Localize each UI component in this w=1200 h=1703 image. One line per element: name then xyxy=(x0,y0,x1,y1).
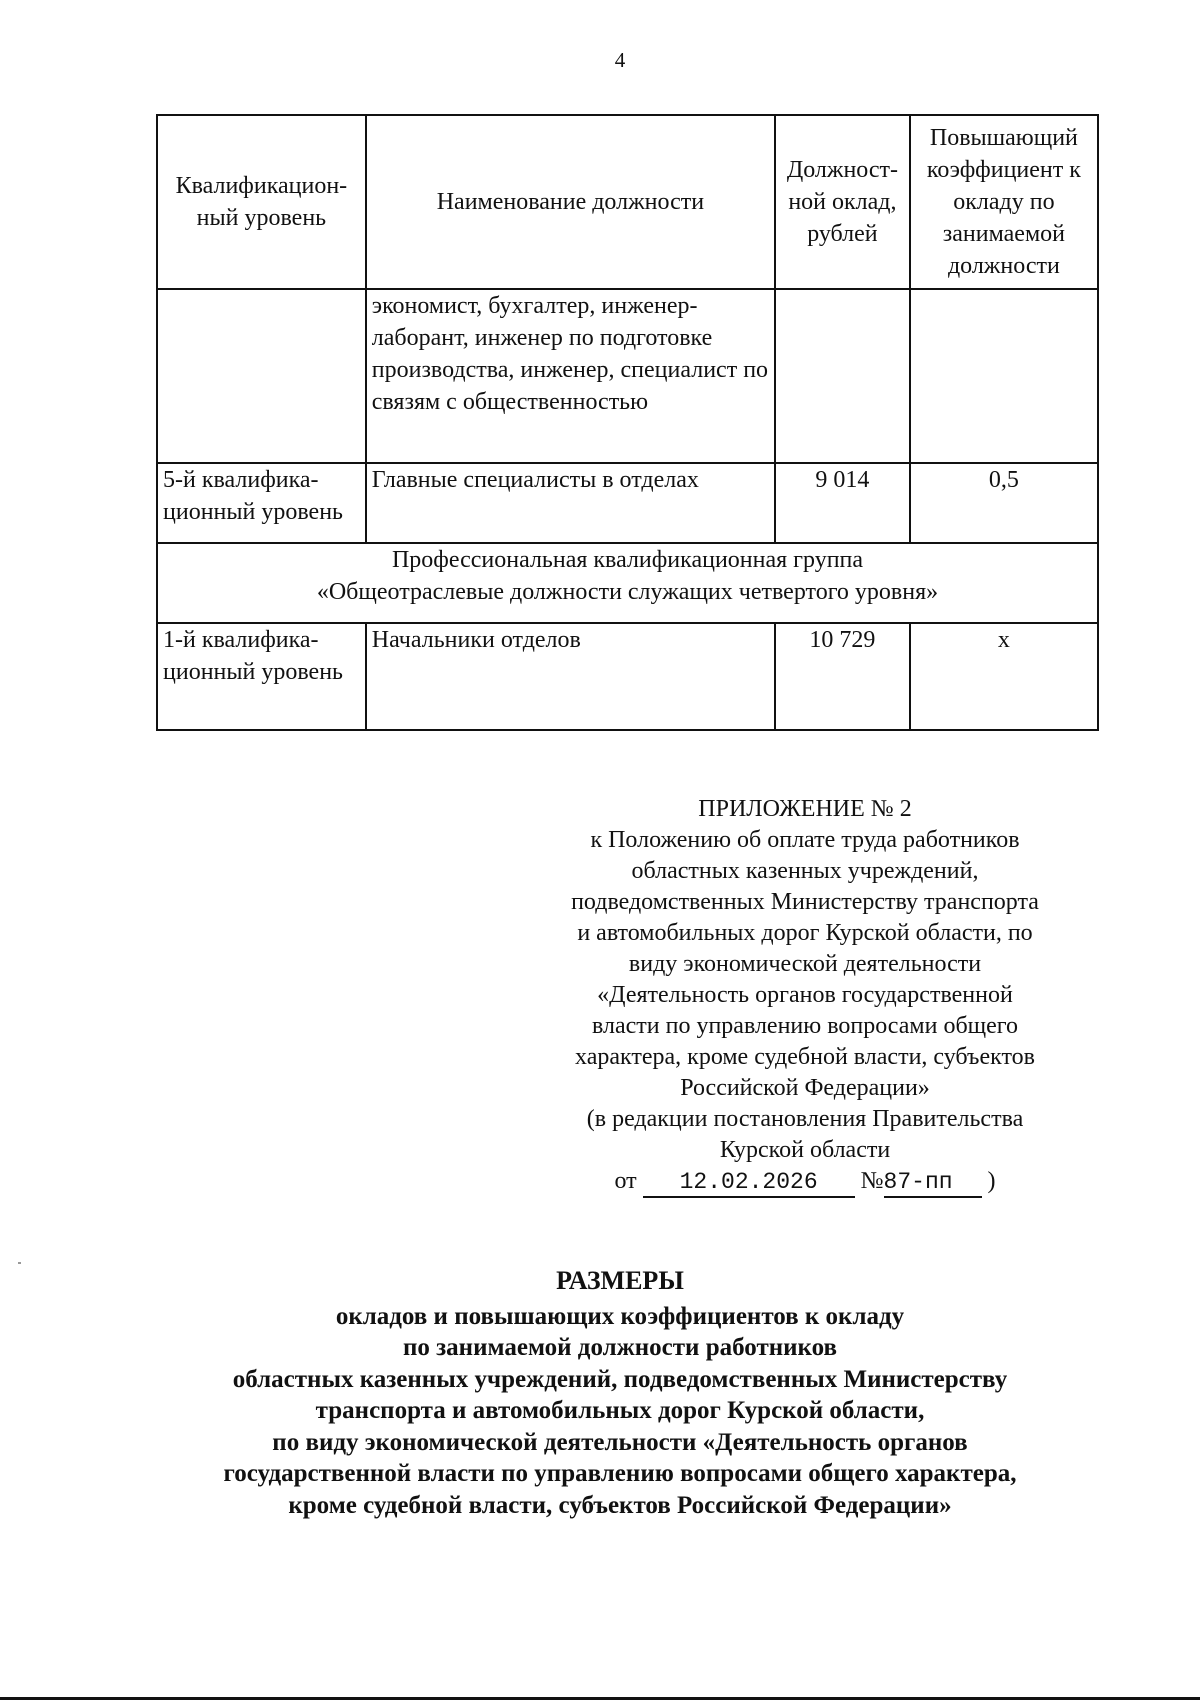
header-position: Наименование должности xyxy=(366,115,775,289)
number-prefix: № xyxy=(860,1168,884,1194)
group-cell xyxy=(157,543,1098,623)
bottom-divider xyxy=(0,1697,1200,1700)
group-line-2: «Общеотраслевые должности служащих четвертого уровня» xyxy=(316,579,939,605)
appendix-line: «Деятельность органов государственной xyxy=(597,982,1013,1008)
document-title xyxy=(0,1265,1200,1521)
table-header-row xyxy=(157,115,1098,289)
resolution-number: 87-пп xyxy=(884,1168,982,1198)
title-line: областных казенных учреждений, подведомственных Министерству xyxy=(232,1365,1008,1393)
cell-level: 5-й квалифика-ционный уровень xyxy=(157,463,366,543)
table-row xyxy=(157,463,1098,543)
cell-salary: 9 014 xyxy=(775,463,910,543)
cell-coefficient: 0,5 xyxy=(910,463,1098,543)
cell-level xyxy=(157,289,366,463)
appendix-line: и автомобильных дорог Курской области, по xyxy=(577,920,1033,946)
page-number: 4 xyxy=(614,48,626,72)
title-line: государственной власти по управлению вопросами общего характера, xyxy=(223,1460,1017,1487)
cell-salary xyxy=(775,289,910,463)
title-line: транспорта и автомобильных дорог Курской области, xyxy=(315,1397,925,1424)
title-line: по занимаемой должности работников xyxy=(402,1334,837,1361)
header-salary: Должност-ной оклад, рублей xyxy=(775,115,910,289)
appendix-line: власти по управлению вопросами общего xyxy=(591,1013,1019,1039)
resolution-date-line xyxy=(614,1166,995,1198)
group-row xyxy=(157,543,1098,623)
date-prefix: от xyxy=(614,1168,637,1194)
appendix-line: подведомственных Министерству транспорта xyxy=(571,889,1039,915)
cell-coefficient: x xyxy=(910,623,1098,730)
appendix-line: Российской Федерации» xyxy=(680,1075,930,1101)
title-line: по виду экономической деятельности «Деятельность органов xyxy=(272,1428,968,1456)
cell-position: Начальники отделов xyxy=(366,623,775,730)
appendix-block xyxy=(530,794,1080,1198)
appendix-line: характера, кроме судебной власти, субъектов xyxy=(575,1044,1035,1070)
appendix-line: областных казенных учреждений, xyxy=(631,858,979,884)
cell-position: Главные специалисты в отделах xyxy=(366,463,775,543)
table-row xyxy=(157,289,1098,463)
title-line: кроме судебной власти, субъектов Российской Федерации» xyxy=(288,1491,952,1519)
resolution-date: 12.02.2026 xyxy=(643,1168,855,1198)
appendix-line: (в редакции постановления Правительства xyxy=(586,1106,1024,1132)
closing-paren: ) xyxy=(987,1168,996,1194)
appendix-title: ПРИЛОЖЕНИЕ № 2 xyxy=(698,796,912,822)
cell-level: 1-й квалифика-ционный уровень xyxy=(157,623,366,730)
appendix-line: виду экономической деятельности xyxy=(628,951,982,977)
cell-coefficient xyxy=(910,289,1098,463)
appendix-line: Курской области xyxy=(719,1137,891,1163)
header-level: Квалификацион-ный уровень xyxy=(157,115,366,289)
cell-salary: 10 729 xyxy=(775,623,910,730)
cell-position: экономист, бухгалтер, инженер-лаборант, инженер по подготовке производства, инженер, специалист по связям с общественностью xyxy=(366,289,775,463)
header-coefficient: Повышающий коэффициент к окладу по занимаемой должности xyxy=(910,115,1098,289)
group-line-1: Профессиональная квалификационная группа xyxy=(391,547,864,573)
title-heading: РАЗМЕРЫ xyxy=(556,1266,684,1295)
salary-table xyxy=(156,114,1099,731)
appendix-line: к Положению об оплате труда работников xyxy=(590,827,1020,853)
table-row xyxy=(157,623,1098,730)
title-line: окладов и повышающих коэффициентов к окладу xyxy=(335,1302,905,1330)
scan-speck xyxy=(18,1262,21,1264)
